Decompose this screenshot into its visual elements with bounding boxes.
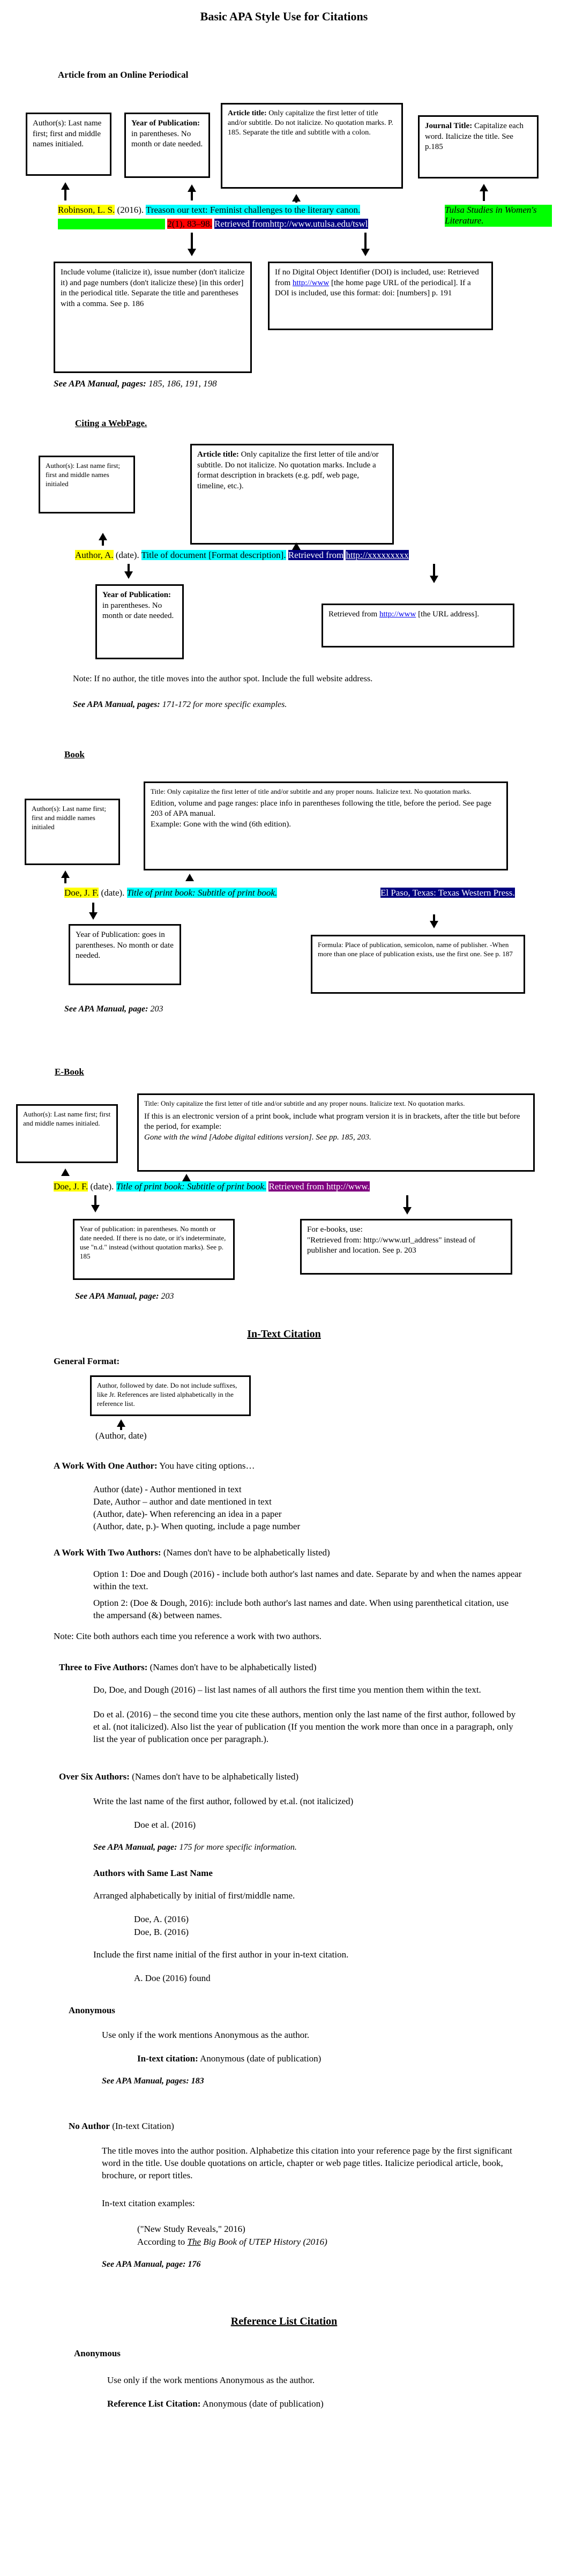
book-author-box: Author(s): Last name first; first and middle names initialed — [25, 799, 120, 865]
arrow-up-icon — [185, 874, 194, 881]
arrow-down-icon — [188, 249, 196, 256]
webpage-retrieved-box: Retrieved from http://www [the URL address]. — [322, 604, 514, 647]
intext-same-name-p: Arranged alphabetically by initial of first/middle name. — [93, 1890, 295, 1901]
webpage-citation: Author, A. (date). Title of document [Format description]. Retrieved from http://xxxxxxxxx — [75, 550, 409, 560]
intext-option-2: Option 2: (Doe & Dough, 2016): include both author's last names and date. When using parenthetical citation, use the ampersand (&) between names. — [93, 1598, 509, 1620]
periodical-volume-box: Include volume (italicize it), issue number (don't italicize it) and page numbers (don't italicize these) [in this order] in the periodical title. Separate the title and parentheses with a comma. See p. 186 — [54, 262, 252, 373]
book-year-box: Year of Publication: goes in parentheses. No month or date needed. — [69, 924, 181, 985]
intext-six-authors: Over Six Authors: (Names don't have to be alphabetically listed) — [59, 1771, 299, 1782]
periodical-author-box: Author(s): Last name first; first and middle names initialed. — [26, 113, 111, 176]
book-manual-ref: See APA Manual, page: 203 — [64, 1004, 163, 1014]
intext-anon-p: Use only if the work mentions Anonymous as the author. — [102, 2030, 310, 2040]
intext-six-manual: See APA Manual, page: 175 for more specific information. — [93, 1843, 297, 1852]
intext-three-p2: Do et al. (2016) – the second time you cite these authors, mention only the last name of the first author, followed by et al. (not italicized). Also list the year of publication (If you mention the work more than once in a paragraph, only list the year of publication once per paragraph.). — [93, 1709, 516, 1744]
intext-general-box: Author, followed by date. Do not include suffixes, like Jr. References are listed alphabetically in the reference list. — [90, 1375, 251, 1416]
intext-same-name-head: Authors with Same Last Name — [93, 1868, 213, 1878]
reflist-anon-p: Use only if the work mentions Anonymous as the author. — [107, 2375, 315, 2385]
intext-option-1: Option 1: Doe and Dough (2016) - include both author's last names and date. Separate by and when the names appear within the text. — [93, 1569, 522, 1591]
book-title-box: Title: Only capitalize the first letter of title and/or subtitle and any proper nouns. Italicize text. No quotation marks. Edition, volume and page ranges: place info in parentheses following the title, before the period. See page 203 of APA manual. Example: Gone with the wind (6th edition). — [144, 781, 508, 870]
periodical-year-box: Year of Publication: in parentheses. No month or date needed. — [124, 113, 210, 178]
arrow-down-icon — [430, 576, 438, 583]
webpage-article-box: Article title: Only capitalize the first letter of tile and/or subtitle. Do not italicize. No quotation marks. Include a format description in brackets (e.g. pdf, web page, timeline, etc.). — [190, 444, 394, 545]
intext-two-authors: A Work With Two Authors: (Names don't have to be alphabetically listed) — [54, 1547, 330, 1558]
intext-same-name-p2: Include the first name initial of the first author in your in-text citation. — [93, 1949, 349, 1960]
intext-noauthor: No Author (In-text Citation) — [69, 2121, 174, 2131]
ebook-title-box: Title: Only capitalize the first letter of title and/or subtitle and any proper nouns. Italicize text. No quotation marks. If this is an electronic version of a print book, include what program version it is in brackets, after the title but before the period, for example: Gone with the wind [Adobe digital editions version]. See pp. 185, 203. — [137, 1093, 535, 1172]
arrow-down-icon — [91, 1205, 100, 1212]
intext-six-p: Write the last name of the first author, followed by et.al. (not italicized) — [93, 1796, 354, 1806]
book-formula-box: Formula: Place of publication, semicolon, name of publisher. -When more than one place of publication exists, use the first one. See p. 187 — [311, 935, 525, 994]
intext-same-name-ex3: A. Doe (2016) found — [134, 1973, 211, 1983]
intext-noauthor-ex2: According to The Big Book of UTEP History (2016) — [137, 2237, 327, 2247]
periodical-citation-line2: 2(1), 83–98. Retrieved fromhttp://www.utulsa.edu/tswl — [58, 219, 368, 229]
webpage-author-box: Author(s): Last name first; first and middle names initialed — [39, 456, 135, 513]
arrow-down-icon — [89, 912, 98, 920]
reflist-anon-example: Reference List Citation: Anonymous (date of publication) — [107, 2399, 324, 2409]
ebook-url-link[interactable]: Retrieved from http://www. — [268, 1181, 370, 1192]
intext-anon-manual: See APA Manual, pages: 183 — [102, 2076, 204, 2086]
periodical-journal-box: Journal Title: Capitalize each word. Italicize the title. See p.185 — [418, 115, 539, 178]
ebook-manual-ref: See APA Manual, page: 203 — [75, 1292, 174, 1301]
intext-six-example: Doe et al. (2016) — [134, 1820, 196, 1830]
webpage-heading: Citing a WebPage. — [75, 418, 147, 428]
intext-heading: In-Text Citation — [247, 1328, 321, 1340]
arrow-down-icon — [403, 1207, 412, 1215]
webpage-note: Note: If no author, the title moves into the author spot. Include the full website address. — [73, 674, 373, 683]
intext-general-label: General Format: — [54, 1356, 120, 1366]
arrow-up-icon — [182, 1174, 191, 1181]
arrow-up-icon — [61, 1168, 70, 1176]
book-heading: Book — [64, 749, 85, 760]
intext-noauthor-manual: See APA Manual, page: 176 — [102, 2260, 201, 2269]
ebook-author-box: Author(s): Last name first; first and middle names initialed. — [16, 1104, 118, 1163]
intext-note-both: Note: Cite both authors each time you reference a work with two authors. — [54, 1631, 322, 1641]
periodical-manual-ref: See APA Manual, pages: 185, 186, 191, 198 — [54, 378, 217, 389]
arrow-down-icon — [430, 921, 438, 928]
intext-one-author: A Work With One Author: You have citing options… — [54, 1461, 255, 1471]
intext-general-example: (Author, date) — [95, 1431, 147, 1441]
periodical-heading: Article from an Online Periodical — [58, 70, 189, 80]
arrow-down-icon — [124, 571, 133, 579]
retrieved-example-link[interactable]: http://www — [379, 610, 416, 619]
ebook-format-box: For e-books, use: "Retrieved from: http://www.url_address" instead of publisher and location. See p. 203 — [300, 1219, 512, 1275]
periodical-citation: Robinson, L. S. (2016). Treason our text: Feminist challenges to the literary canon. — [58, 205, 361, 215]
intext-same-name-ex1: Doe, A. (2016) — [134, 1914, 189, 1924]
intext-three-authors: Three to Five Authors: (Names don't have to be alphabetically listed) — [59, 1662, 317, 1672]
ebook-year-box: Year of publication: in parentheses. No month or date needed. If there is no date, or it's indeterminate, use "n.d." instead (without quotation marks). See p. 185 — [73, 1219, 235, 1280]
intext-one-author-list: Author (date) - Author mentioned in text Date, Author – author and date mentioned in text (Author, date)- When referencing an idea in a paper (Author, date, p.)- When quoting, include a page number — [93, 1484, 301, 1531]
doi-example-link[interactable]: http://www — [292, 278, 330, 287]
ebook-citation: Doe, J. F. (date). Title of print book: Subtitle of print book. Retrieved from http://www. — [54, 1181, 370, 1192]
ebook-heading: E-Book — [55, 1067, 84, 1077]
reflist-heading: Reference List Citation — [230, 2316, 338, 2327]
webpage-manual-ref: See APA Manual, pages: 171-172 for more specific examples. — [73, 700, 287, 709]
periodical-doi-box: If no Digital Object Identifier (DOI) is included, use: Retrieved from http://www [the home page URL of the periodical]. If a DOI is included, use this format: doi: [numbers] p. 191 — [268, 262, 493, 330]
webpage-year-box: Year of Publication: in parentheses. No month or date needed. — [95, 584, 184, 659]
intext-anon-example: In-text citation: Anonymous (date of publication) — [137, 2053, 322, 2064]
page-title: Basic APA Style Use for Citations — [200, 10, 368, 23]
intext-same-name-ex2: Doe, B. (2016) — [134, 1927, 189, 1937]
periodical-url-link[interactable]: http://www.utulsa.edu/tswl — [270, 219, 368, 229]
intext-three-p1: Do, Doe, and Dough (2016) – list last names of all authors the first time you mention them within the text. — [93, 1685, 481, 1695]
book-citation: Doe, J. F. (date). Title of print book: Subtitle of print book. — [64, 888, 278, 898]
reflist-anon-head: Anonymous — [74, 2348, 121, 2358]
webpage-url-link[interactable]: http://xxxxxxxxx — [346, 550, 409, 560]
periodical-article-box: Article title: Only capitalize the first letter of title and/or subtitle. Do not italicize. No quotation marks. P. 185. Separate the title and subtitle with a colon. — [221, 103, 403, 189]
intext-anon-head: Anonymous — [69, 2005, 115, 2015]
intext-noauthor-ex1: ("New Study Reveals," 2016) — [137, 2224, 245, 2234]
arrow-down-icon — [361, 249, 370, 256]
intext-noauthor-examples-label: In-text citation examples: — [102, 2198, 195, 2208]
arrow-up-icon — [292, 542, 301, 550]
intext-noauthor-p: The title moves into the author position. Alphabetize this citation into your reference page by the first significant word in the title. Use double quotations on article, chapter or web page titles. Italicize periodical article, book, brochure, or report titles. — [102, 2146, 512, 2180]
